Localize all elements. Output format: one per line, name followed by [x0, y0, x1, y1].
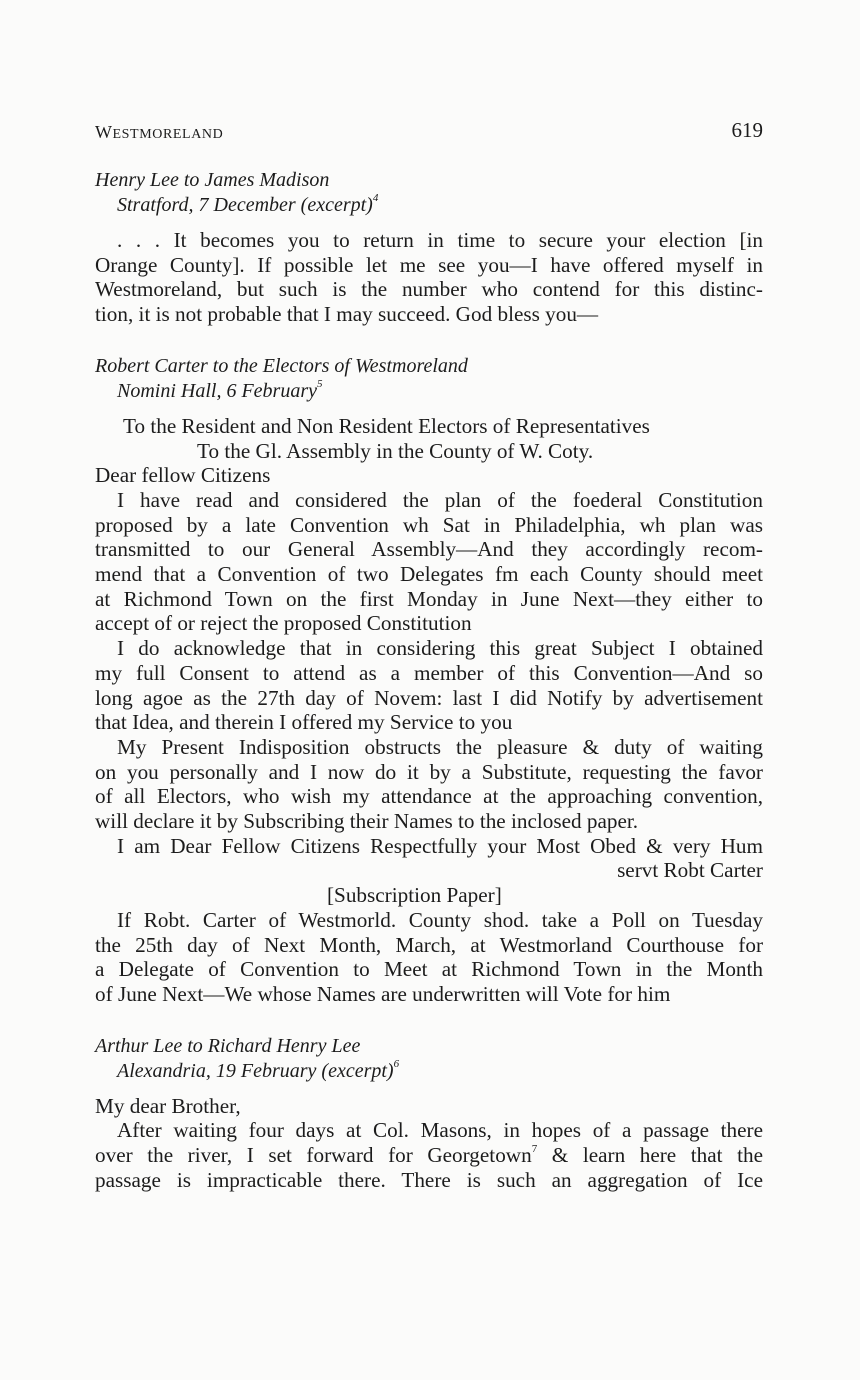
text-line: After waiting four days at Col. Masons, in hopes of a passage there [117, 1118, 763, 1143]
text-line: I have read and considered the plan of the foederal Constitution [117, 487, 763, 512]
text-line: of June Next—We whose Names are underwritten will Vote for him [95, 981, 671, 1006]
letter-heading [95, 354, 763, 404]
text-line: long agoe as the 27th day of Novem: last I did Notify by advertisement [95, 685, 763, 710]
text-line: that Idea, and therein I offered my Service to you [95, 710, 513, 735]
salutation: My dear Brother, [95, 1093, 241, 1118]
text-line: the 25th day of Next Month, March, at Westmorland Courthouse for [95, 932, 763, 957]
text-line: passage is impracticable there. There is such an aggregation of Ice [95, 1167, 763, 1192]
footnote-ref: 6 [393, 1058, 400, 1071]
text-line: tion, it is not probable that I may succeed. God bless you— [95, 302, 599, 327]
closing-line: I am Dear Fellow Citizens Respectfully your Most Obed & very Hum [117, 833, 763, 858]
salutation: Dear fellow Citizens [95, 463, 271, 488]
text-line: accept of or reject the proposed Constitution [95, 611, 472, 636]
text-line: proposed by a late Convention wh Sat in Philadelphia, wh plan was [95, 512, 763, 537]
letter-heading [95, 1034, 763, 1084]
signature: servt Robt Carter [617, 858, 763, 883]
letter-title: Arthur Lee to Richard Henry Lee [95, 1034, 361, 1057]
address-line: To the Gl. Assembly in the County of W. Coty. [197, 438, 594, 463]
text-line: Orange County]. If possible let me see you—I have offered myself in [95, 252, 763, 277]
running-head [95, 118, 763, 148]
letter-title: Henry Lee to James Madison [95, 169, 330, 191]
text-line [95, 1143, 763, 1168]
text-line: on you personally and I now do it by a Substitute, requesting the favor [95, 759, 763, 784]
text-line: will declare it by Subscribing their Names to the inclosed paper. [95, 809, 639, 834]
text-line: at Richmond Town on the first Monday in June Next—they either to [95, 586, 763, 611]
text-line: I do acknowledge that in considering this great Subject I obtained [117, 636, 763, 661]
footnote-ref: 7 [531, 1143, 538, 1156]
text-line: a Delegate of Convention to Meet at Richmond Town in the Month [95, 957, 763, 982]
letter-henry-lee [95, 168, 763, 327]
letter-arthur-lee [95, 1034, 763, 1193]
letter-title: Robert Carter to the Electors of Westmoreland [95, 354, 468, 377]
dateline-text: Stratford, 7 December (excerpt) [117, 194, 373, 216]
running-title-rest: ESTMORELAND [112, 127, 224, 142]
text-line: mend that a Convention of two Delegates fm each County should meet [95, 562, 763, 587]
letter-dateline [95, 1059, 763, 1084]
subscription-title: [Subscription Paper] [327, 883, 502, 908]
letter-body [95, 228, 763, 327]
letter-heading [95, 168, 763, 218]
document-page [95, 118, 763, 1220]
address-line: To the Resident and Non Resident Electors of Representatives [123, 413, 650, 438]
letter-body [95, 1094, 763, 1193]
running-title-initial: W [95, 122, 113, 142]
running-title [95, 122, 223, 143]
dateline-text: Alexandria, 19 February (excerpt) [117, 1059, 394, 1082]
footnote-ref: 5 [317, 378, 323, 391]
letter-robert-carter [95, 354, 763, 1007]
dateline-text: Nomini Hall, 6 February [117, 379, 317, 402]
text-line: Westmoreland, but such is the number who contend for this distinc- [95, 277, 763, 302]
text-segment: & learn here that the [537, 1143, 763, 1168]
footnote-ref: 4 [372, 192, 379, 205]
page-number: 619 [731, 118, 763, 142]
text-line: my full Consent to attend as a member of this Convention—And so [95, 660, 763, 685]
text-line: transmitted to our General Assembly—And they accordingly recom- [95, 537, 763, 562]
letter-body [95, 414, 763, 1007]
text-line: . . . It becomes you to return in time to secure your election [in [117, 228, 763, 252]
text-line: of all Electors, who wish my attendance at the approaching convention, [95, 784, 763, 809]
text-line: If Robt. Carter of Westmorld. County shod. take a Poll on Tuesday [117, 907, 763, 932]
letter-dateline [95, 379, 763, 404]
text-segment: over the river, I set forward for Georgetown [95, 1143, 532, 1168]
letter-dateline [95, 193, 763, 218]
text-line: My Present Indisposition obstructs the pleasure & duty of waiting [117, 734, 763, 759]
